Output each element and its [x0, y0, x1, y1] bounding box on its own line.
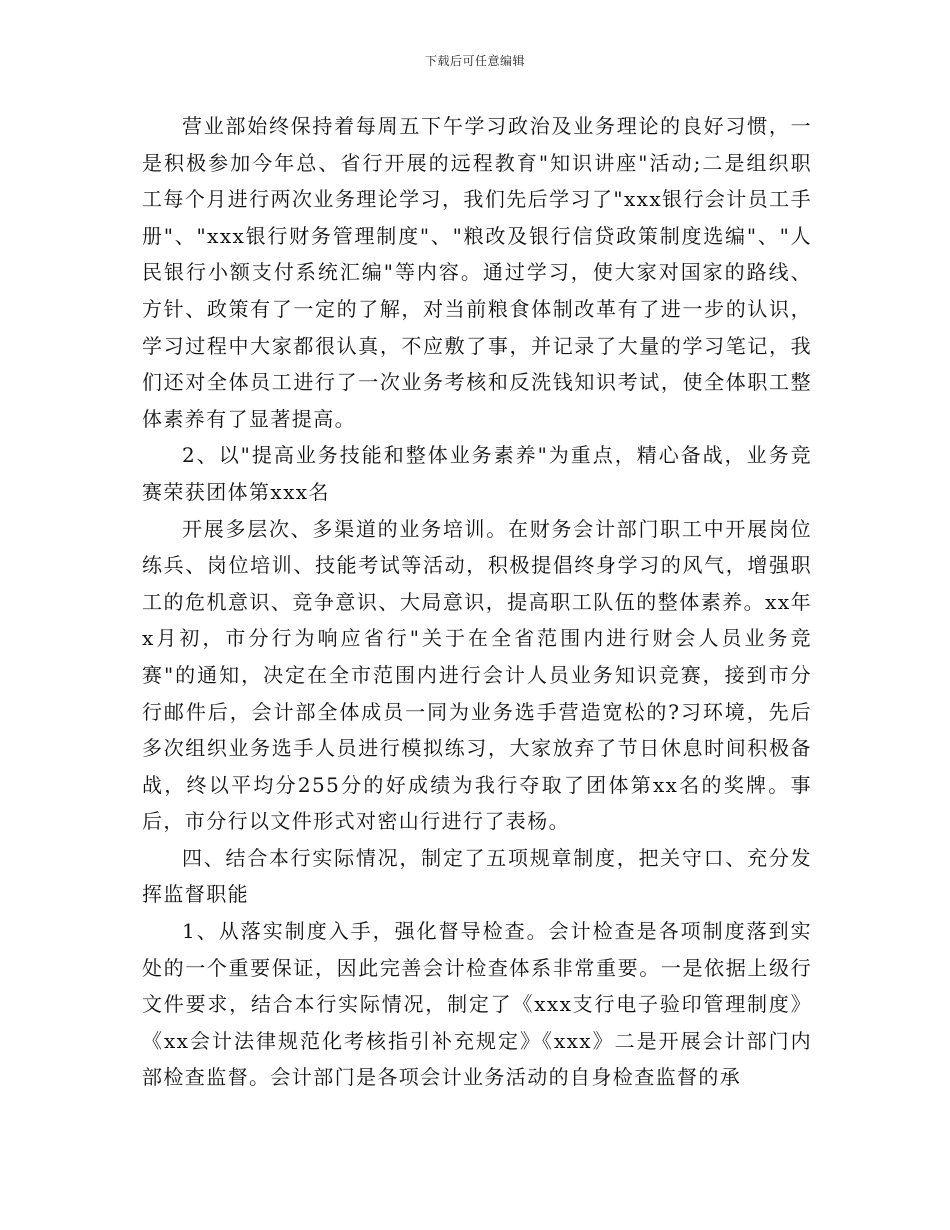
paragraph-training: 开展多层次、多渠道的业务培训。在财务会计部门职工中开展岗位练兵、岗位培训、技能考试等活动，积极提倡终身学习的风气，增强职工的危机意识、竞争意识、大局意识，提高职工队伍的整体素养。xx年x月初，市分行为响应省行"关于在全省范围内进行财会人员业务竞赛"的通知，决定在全市范围内进行会计人员业务知识竞赛，接到市分行邮件后，会计部全体成员一同为业务选手营造宽松的?习环境，先后多次组织业务选手人员进行模拟练习，大家放弃了节日休息时间积极备战，终以平均分255分的好成绩为我行夺取了团体第xx名的奖牌。事后，市分行以文件形式对密山行进行了表杨。: [142, 516, 812, 834]
paragraph-inspection: 1、从落实制度入手，强化督导检查。会计检查是各项制度落到实处的一个重要保证，因此完善会计检查体系非常重要。一是依据上级行文件要求，结合本行实际情况，制定了《xxx支行电子验印管理制度》《xx会计法律规范化考核指引补充规定》《xxx》二是开展会计部门内部检查监督。会计部门是各项会计业务活动的自身检查监督的承: [142, 919, 812, 1090]
paragraph-study-habits: 营业部始终保持着每周五下午学习政治及业务理论的良好习惯，一是积极参加今年总、省行开展的远程教育"知识讲座"活动;二是组织职工每个月进行两次业务理论学习，我们先后学习了"xxx银行会计员工手册"、"xxx银行财务管理制度"、"粮改及银行信贷政策制度选编"、"人民银行小额支付系统汇编"等内容。通过学习，使大家对国家的路线、方针、政策有了一定的了解，对当前粮食体制改革有了进一步的认识，学习过程中大家都很认真，不应敷了事，并记录了大量的学习笔记，我们还对全体员工进行了一次业务考核和反洗钱知识考试，使全体职工整体素养有了显著提高。: [142, 114, 812, 431]
heading-business-skills: 2、以"提高业务技能和整体业务素养"为重点，精心备战，业务竞赛荣获团体第xxx名: [142, 443, 812, 504]
document-body: [142, 108, 812, 1096]
heading-regulations: 四、结合本行实际情况，制定了五项规章制度，把关守口、充分发挥监督职能: [142, 845, 812, 907]
page-header: 下载后可任意编辑: [424, 54, 525, 68]
